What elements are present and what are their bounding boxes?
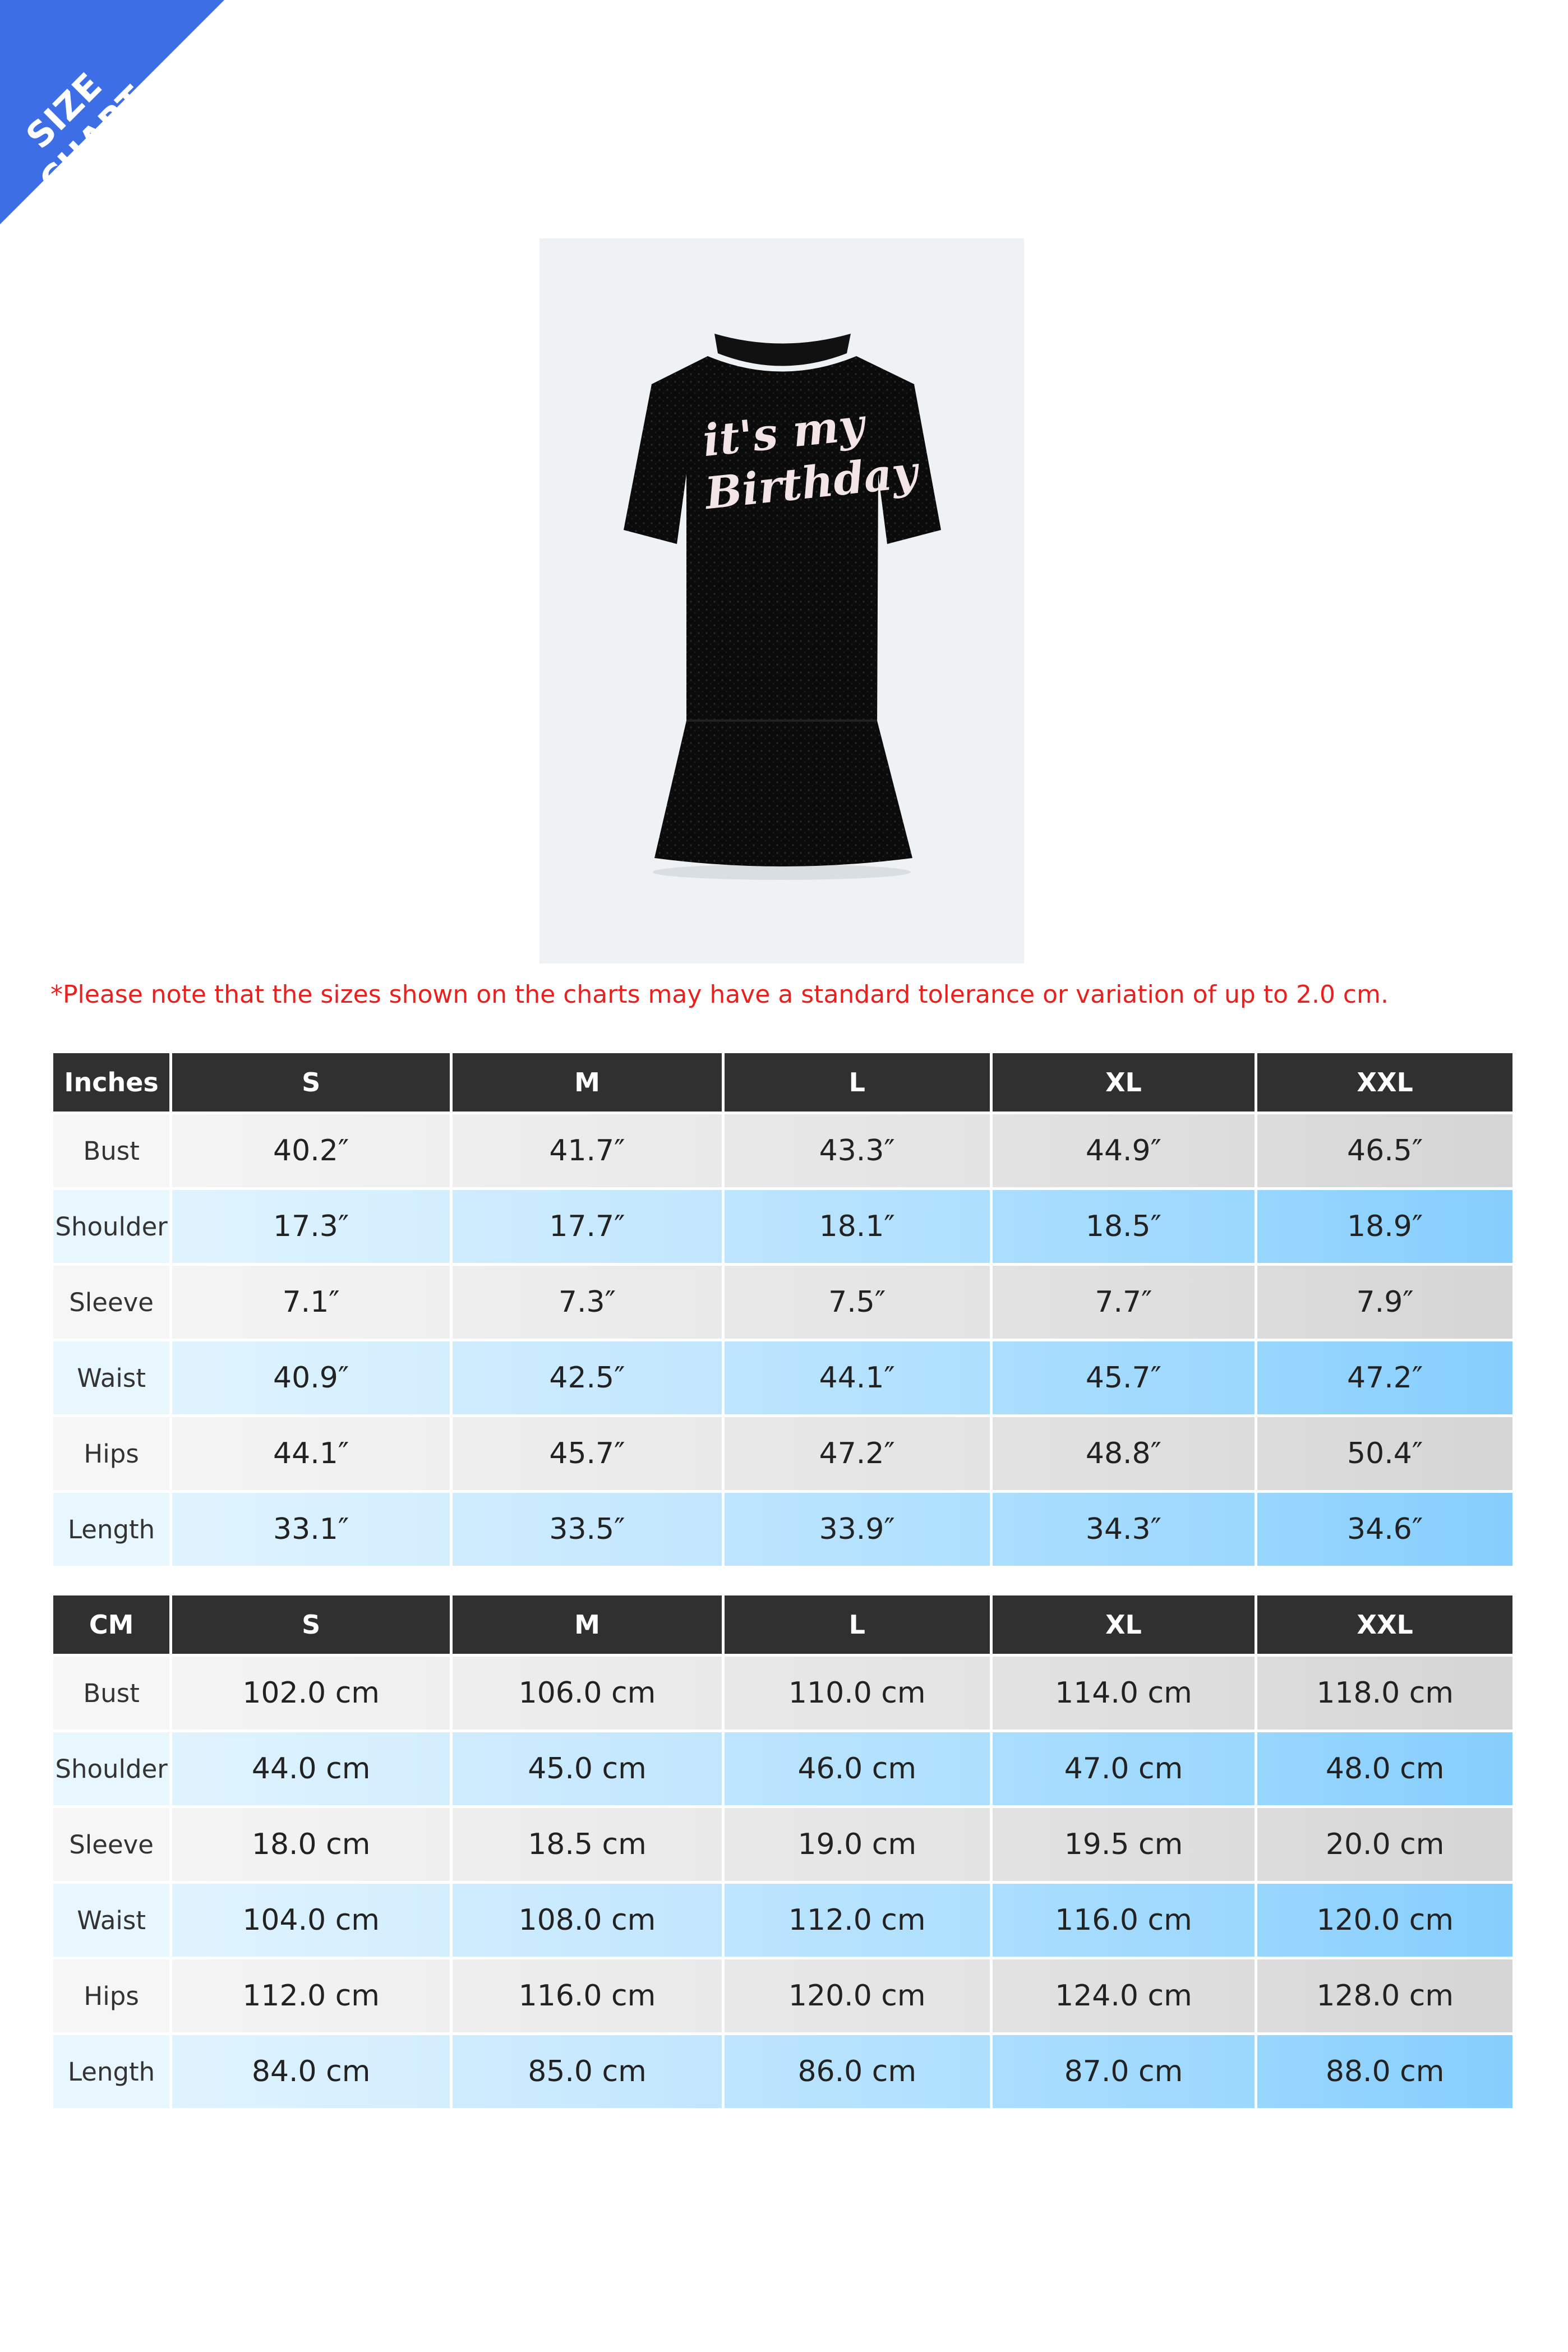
table-cell: 20.0 cm [1257, 1808, 1512, 1881]
table-cell: 106.0 cm [453, 1657, 722, 1730]
row-label: Hips [53, 1417, 169, 1490]
row-label: Length [53, 2035, 169, 2108]
row-label: Waist [53, 1884, 169, 1957]
table-cell: 116.0 cm [453, 1959, 722, 2032]
size-header: M [453, 1053, 722, 1112]
table-cell: 33.1″ [172, 1493, 450, 1566]
table-row [53, 1266, 1512, 1339]
size-table-inches [50, 1050, 1515, 1569]
table-cell: 40.2″ [172, 1114, 450, 1187]
table-cell: 34.6″ [1257, 1493, 1512, 1566]
table-cell: 18.0 cm [172, 1808, 450, 1881]
table-cell: 46.0 cm [725, 1732, 990, 1805]
table-cell: 112.0 cm [172, 1959, 450, 2032]
table-row [53, 1417, 1512, 1490]
table-row [53, 1959, 1512, 2032]
table-cell: 18.5 cm [453, 1808, 722, 1881]
row-label: Bust [53, 1657, 169, 1730]
size-header: XXL [1257, 1595, 1512, 1654]
table-row [53, 1808, 1512, 1881]
row-label: Sleeve [53, 1808, 169, 1881]
row-label: Shoulder [53, 1732, 169, 1805]
table-cell: 50.4″ [1257, 1417, 1512, 1490]
table-cell: 44.1″ [725, 1341, 990, 1414]
table-cell: 46.5″ [1257, 1114, 1512, 1187]
table-cell: 84.0 cm [172, 2035, 450, 2108]
size-header: M [453, 1595, 722, 1654]
table-cell: 33.5″ [453, 1493, 722, 1566]
table-cell: 19.5 cm [993, 1808, 1255, 1881]
table-cell: 43.3″ [725, 1114, 990, 1187]
table-row [53, 1114, 1512, 1187]
shirt-print-text: it's my Birthday [700, 399, 920, 520]
table-cell: 110.0 cm [725, 1657, 990, 1730]
size-header: XXL [1257, 1053, 1512, 1112]
unit-header: Inches [53, 1053, 169, 1112]
table-cell: 120.0 cm [1257, 1884, 1512, 1957]
table-cell: 17.3″ [172, 1190, 450, 1263]
table-cell: 87.0 cm [993, 2035, 1255, 2108]
table-cell: 44.1″ [172, 1417, 450, 1490]
table-cell: 86.0 cm [725, 2035, 990, 2108]
size-header: XL [993, 1595, 1255, 1654]
table-cell: 19.0 cm [725, 1808, 990, 1881]
size-header: L [725, 1595, 990, 1654]
row-label: Sleeve [53, 1266, 169, 1339]
table-cell: 18.1″ [725, 1190, 990, 1263]
unit-header: CM [53, 1595, 169, 1654]
table-cell: 88.0 cm [1257, 2035, 1512, 2108]
table-cell: 7.3″ [453, 1266, 722, 1339]
product-photo [539, 238, 1024, 963]
table-cell: 124.0 cm [993, 1959, 1255, 2032]
table-row [53, 1493, 1512, 1566]
table-cell: 48.0 cm [1257, 1732, 1512, 1805]
table-header-row [53, 1595, 1512, 1654]
table-cell: 112.0 cm [725, 1884, 990, 1957]
table-cell: 42.5″ [453, 1341, 722, 1414]
table-cell: 44.0 cm [172, 1732, 450, 1805]
row-label: Shoulder [53, 1190, 169, 1263]
table-cell: 118.0 cm [1257, 1657, 1512, 1730]
size-header: XL [993, 1053, 1255, 1112]
table-cell: 7.5″ [725, 1266, 990, 1339]
table-cell: 34.3″ [993, 1493, 1255, 1566]
table-row [53, 1657, 1512, 1730]
table-cell: 47.2″ [725, 1417, 990, 1490]
table-cell: 116.0 cm [993, 1884, 1255, 1957]
row-label: Bust [53, 1114, 169, 1187]
table-cell: 44.9″ [993, 1114, 1255, 1187]
table-cell: 85.0 cm [453, 2035, 722, 2108]
table-cell: 33.9″ [725, 1493, 990, 1566]
table-cell: 104.0 cm [172, 1884, 450, 1957]
table-cell: 47.0 cm [993, 1732, 1255, 1805]
table-cell: 41.7″ [453, 1114, 722, 1187]
table-row [53, 1884, 1512, 1957]
table-cell: 108.0 cm [453, 1884, 722, 1957]
table-row [53, 1341, 1512, 1414]
table-row [53, 1190, 1512, 1263]
table-cell: 18.5″ [993, 1190, 1255, 1263]
table-cell: 45.7″ [993, 1341, 1255, 1414]
table-cell: 7.9″ [1257, 1266, 1512, 1339]
table-cell: 102.0 cm [172, 1657, 450, 1730]
table-cell: 114.0 cm [993, 1657, 1255, 1730]
table-cell: 48.8″ [993, 1417, 1255, 1490]
table-row [53, 1732, 1512, 1805]
row-label: Waist [53, 1341, 169, 1414]
tolerance-note: *Please note that the sizes shown on the charts may have a standard tolerance or variation of up to 2.0 cm. [50, 980, 1389, 1009]
row-label: Hips [53, 1959, 169, 2032]
table-row [53, 2035, 1512, 2108]
table-cell: 120.0 cm [725, 1959, 990, 2032]
dress-illustration [539, 238, 1024, 963]
table-cell: 47.2″ [1257, 1341, 1512, 1414]
table-cell: 17.7″ [453, 1190, 722, 1263]
size-header: S [172, 1053, 450, 1112]
table-cell: 7.1″ [172, 1266, 450, 1339]
table-cell: 40.9″ [172, 1341, 450, 1414]
table-cell: 18.9″ [1257, 1190, 1512, 1263]
ribbon-label: SIZE CHART [18, 64, 155, 201]
size-chart-ribbon [0, 0, 224, 224]
size-header: L [725, 1053, 990, 1112]
size-header: S [172, 1595, 450, 1654]
table-cell: 45.0 cm [453, 1732, 722, 1805]
row-label: Length [53, 1493, 169, 1566]
table-cell: 128.0 cm [1257, 1959, 1512, 2032]
table-header-row [53, 1053, 1512, 1112]
size-table-cm [50, 1593, 1515, 2111]
table-cell: 7.7″ [993, 1266, 1255, 1339]
table-cell: 45.7″ [453, 1417, 722, 1490]
